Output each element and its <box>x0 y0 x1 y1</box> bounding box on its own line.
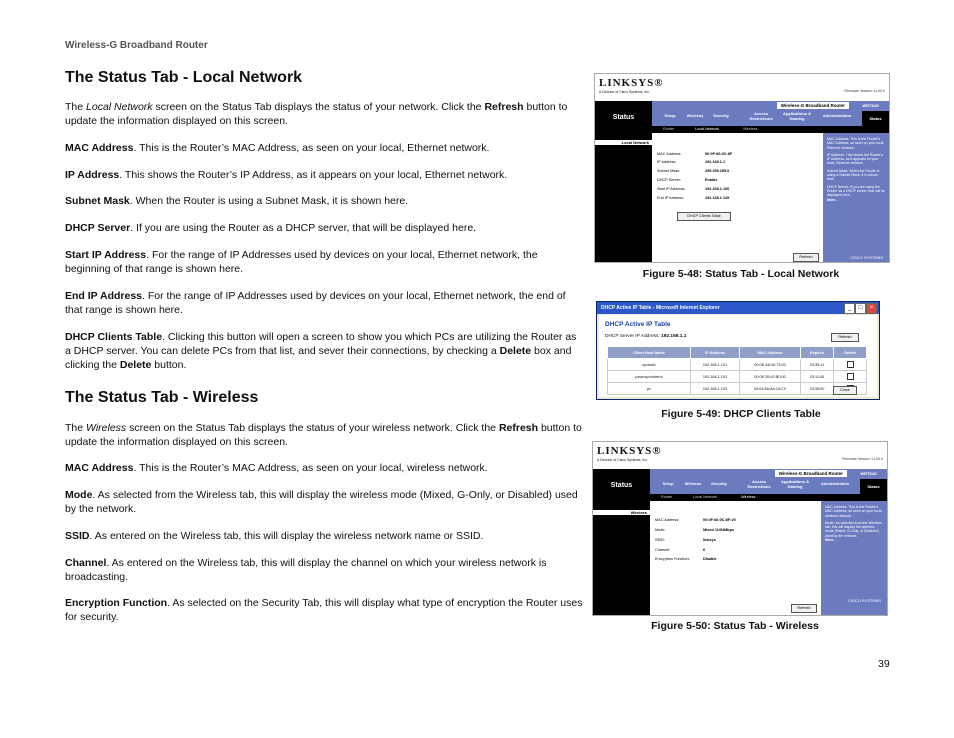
field-label: Subnet Mask: <box>657 169 681 173</box>
field-label: Mode: <box>655 528 666 532</box>
side-label: Local Network <box>595 140 652 145</box>
local-item-ip: IP Address. This shows the Router’s IP Address, as it appears on your local, Ethernet network. <box>65 169 508 181</box>
field-label: DHCP Server: <box>657 178 681 182</box>
nav-status[interactable]: Status <box>862 111 889 126</box>
dhcp-table-heading: DHCP Active IP Table <box>605 321 671 328</box>
linksys-logo: LINKSYS® <box>599 77 664 89</box>
field-value: 192.168.1.1 <box>705 160 726 164</box>
help-text: MAC Address: This is the Router's MAC Address, as seen on your local, Ethernet network. <box>827 137 885 150</box>
local-item-dhcp-server: DHCP Server. If you are using the Router as a DHCP server, that will be displayed here. <box>65 222 477 234</box>
window-titlebar <box>597 302 879 314</box>
help-column <box>823 133 889 262</box>
product-bar <box>652 101 889 111</box>
delete-checkbox[interactable] <box>847 361 854 368</box>
delete-cell <box>834 359 867 371</box>
dhcp-close-button[interactable]: Close <box>833 386 857 395</box>
refresh-button[interactable]: Refresh <box>791 604 817 613</box>
col-header: Client Host Name <box>608 347 691 359</box>
delete-cell <box>834 371 867 383</box>
field-value: Disable <box>703 557 717 561</box>
firmware-version: Firmware Version: v1.00.0 <box>844 89 885 93</box>
nav-access-restrictions[interactable]: Access Restrictions <box>749 111 773 121</box>
delete-checkbox[interactable] <box>847 373 854 380</box>
field-label: MAC Address: <box>655 518 680 522</box>
firmware-version: Firmware Version: v1.00.0 <box>842 457 883 461</box>
nav-wireless[interactable]: Wireless <box>686 113 704 118</box>
table-row <box>608 383 867 395</box>
local-intro: The Local Network screen on the Status Tab displays the status of your network. Click the Refresh button to update the information displayed on this screen. <box>65 101 568 127</box>
wireless-item-encryption: Encryption Function. As selected on the Security Tab, this will display what type of encryption the Router uses for security. <box>65 597 583 623</box>
table-row <box>608 359 867 371</box>
help-text: MAC Address: This is the Router's MAC Address, as seen on your local, wireless network. <box>825 505 883 518</box>
screenshot-wireless <box>592 441 888 616</box>
table-header-row <box>608 347 867 359</box>
field-value: Mixed 11/54Mbps <box>703 528 735 532</box>
field-label: IP Address: <box>657 160 677 164</box>
local-item-subnet: Subnet Mask. When the Router is using a Subnet Mask, it is shown here. <box>65 195 409 207</box>
cell: xpvista1 <box>608 359 691 371</box>
field-value: 255.255.255.0 <box>705 169 730 173</box>
logo-subtitle: A Division of Cisco Systems, Inc. <box>599 90 650 94</box>
heading-wireless: The Status Tab - Wireless <box>65 389 259 406</box>
help-text: Mode: As selected from the Wireless tab, this will display the wireless mode (Mixed, G-Only, or Disabled) used by the network. <box>825 520 882 538</box>
nav-status[interactable]: Status <box>860 479 887 494</box>
side-column <box>595 133 652 262</box>
field-label: Encryption Function: <box>655 557 690 561</box>
dhcp-clients-table-button[interactable]: DHCP Clients Table <box>677 212 731 221</box>
table-row <box>608 371 867 383</box>
subnav-router[interactable]: Router <box>661 495 673 499</box>
local-item-start-ip: Start IP Address. For the range of IP Addresses used by devices on your local, Ethernet network, the beginning of that range is shown here. <box>65 249 538 275</box>
nav-wireless[interactable]: Wireless <box>684 481 702 486</box>
wireless-item-mode: Mode. As selected from the Wireless tab, this will display the wireless mode (Mixed, G-Only, or Disabled) used by the network. <box>65 489 578 515</box>
field-value: Enable <box>705 178 718 182</box>
help-text: Subnet Mask: When the Router is using a Subnet Mask, it is shown here. <box>827 168 880 182</box>
side-column <box>593 501 650 615</box>
subnav-wireless[interactable]: Wireless <box>743 127 758 131</box>
help-more-link[interactable]: More... <box>825 538 837 543</box>
help-text: IP Address: This shows the Router's IP Address, as it appears on your local, Ethernet network. <box>827 152 883 166</box>
minimize-icon[interactable]: _ <box>844 303 855 314</box>
product-name: Wireless-G Broadband Router <box>775 470 847 477</box>
col-header: IP Address <box>691 347 740 359</box>
cell: 192.168.1.102 <box>691 371 740 383</box>
running-header: Wireless-G Broadband Router <box>65 40 208 51</box>
dhcp-window <box>596 301 880 400</box>
field-label: Start IP Address: <box>657 187 686 191</box>
field-value: linksys <box>703 538 716 542</box>
heading-local-network: The Status Tab - Local Network <box>65 69 303 86</box>
cell: 192.168.1.103 <box>691 383 740 395</box>
local-item-end-ip: End IP Address. For the range of IP Addresses used by devices on your local, Ethernet network, the end of that range is shown here. <box>65 290 566 316</box>
field-value: 00:0F:66:0C:8F <box>705 152 733 156</box>
nav-administration[interactable]: Administration <box>822 113 852 118</box>
help-more-link[interactable]: More... <box>827 197 839 202</box>
figure-caption-50: Figure 5-50: Status Tab - Wireless <box>651 620 819 632</box>
field-value: 192.168.1.149 <box>705 196 730 200</box>
wireless-item-ssid: SSID. As entered on the Wireless tab, this will display the wireless network name or SSID. <box>65 530 484 542</box>
field-label: End IP Address: <box>657 196 685 200</box>
nav-setup[interactable]: Setup <box>662 481 674 486</box>
cell: pc <box>608 383 691 395</box>
field-label: MAC Address: <box>657 152 682 156</box>
model-name: WRT54G <box>862 103 879 108</box>
cell: 00:0E:A6:00:73:00 <box>740 359 801 371</box>
side-label: Wireless <box>593 510 650 515</box>
nav-administration[interactable]: Administration <box>820 481 850 486</box>
nav-setup[interactable]: Setup <box>664 113 676 118</box>
cell: 192.168.1.101 <box>691 359 740 371</box>
screenshot-local-network <box>594 73 890 263</box>
close-icon[interactable]: × <box>866 303 877 314</box>
col-header: Delete <box>834 347 867 359</box>
subnav-router[interactable]: Router <box>663 127 675 131</box>
col-header: Expires <box>801 347 834 359</box>
cell: 00:0E:35:42:B0:00 <box>740 371 801 383</box>
subnav-local-network[interactable]: Local Network <box>693 495 718 499</box>
cell: 00:04:5A:8A:19:C0 <box>740 383 801 395</box>
status-section-label: Status <box>595 101 652 133</box>
local-item-mac: MAC Address. This is the Router’s MAC Address, as seen on your local, Ethernet network. <box>65 142 490 154</box>
subnav-row <box>650 494 887 501</box>
field-label: Channel: <box>655 548 671 552</box>
nav-security[interactable]: Security <box>711 481 727 486</box>
maximize-icon[interactable]: □ <box>855 303 866 314</box>
subnav-row <box>652 126 889 133</box>
model-name: WRT54G <box>860 471 877 476</box>
nav-access-restrictions[interactable]: Access Restrictions <box>747 479 771 489</box>
cell: 23:35:00 <box>801 383 834 395</box>
figure-caption-49: Figure 5-49: DHCP Clients Table <box>661 408 821 420</box>
dhcp-refresh-button[interactable]: Refresh <box>831 333 859 342</box>
wireless-intro: The Wireless screen on the Status Tab displays the status of your wireless network. Click the Refresh button to update the information displayed on this screen. <box>65 422 582 448</box>
wireless-item-mac: MAC Address. This is the Router’s MAC Address, as seen on your local, wireless network. <box>65 462 488 474</box>
nav-applications-gaming[interactable]: Applications & Gaming <box>780 479 809 489</box>
linksys-logo: LINKSYS® <box>597 445 662 457</box>
field-value: 192.168.1.100 <box>705 187 730 191</box>
cisco-logo: CISCO SYSTEMS <box>850 255 883 260</box>
product-bar <box>650 469 887 479</box>
product-name: Wireless-G Broadband Router <box>777 102 849 109</box>
local-item-dhcp-table: DHCP Clients Table. Clicking this button will open a screen to show you which PCs are utilizing the Router as a DHCP server. You can delete PCs from that list, and sever their connections, by checking a Delete box and clicking the Delete button. <box>65 331 577 371</box>
cell: 23:35:11 <box>801 359 834 371</box>
page-number: 39 <box>878 658 890 670</box>
logo-subtitle: A Division of Cisco Systems, Inc. <box>597 458 648 462</box>
status-section-label: Status <box>593 469 650 501</box>
field-value: 00:0F:66:0C:8F:20 <box>703 518 736 522</box>
cell: paverzpcroberto <box>608 371 691 383</box>
nav-applications-gaming[interactable]: Applications & Gaming <box>782 111 811 121</box>
window-title: DHCP Active IP Table - Microsoft Internet Explorer <box>601 305 720 311</box>
subnav-local-network[interactable]: Local Network <box>695 127 720 131</box>
cell: 23:11:45 <box>801 371 834 383</box>
dhcp-clients-table <box>607 346 867 395</box>
help-text: DHCP Server: If you are using the Router as a DHCP server, that will be displayed here. <box>827 184 885 198</box>
refresh-button[interactable]: Refresh <box>793 253 819 262</box>
dhcp-server-ip: DHCP Server IP Address: 192.168.1.1 <box>605 334 687 339</box>
figure-caption-48: Figure 5-48: Status Tab - Local Network <box>642 268 840 280</box>
col-header: MAC Address <box>740 347 801 359</box>
nav-security[interactable]: Security <box>713 113 729 118</box>
subnav-wireless[interactable]: Wireless <box>741 495 756 499</box>
wireless-item-channel: Channel. As entered on the Wireless tab, this will display the channel on which your wireless network is broadcasting. <box>65 557 547 583</box>
cisco-logo: CISCO SYSTEMS <box>848 598 881 603</box>
field-label: SSID: <box>655 538 665 542</box>
field-value: 6 <box>703 548 706 552</box>
